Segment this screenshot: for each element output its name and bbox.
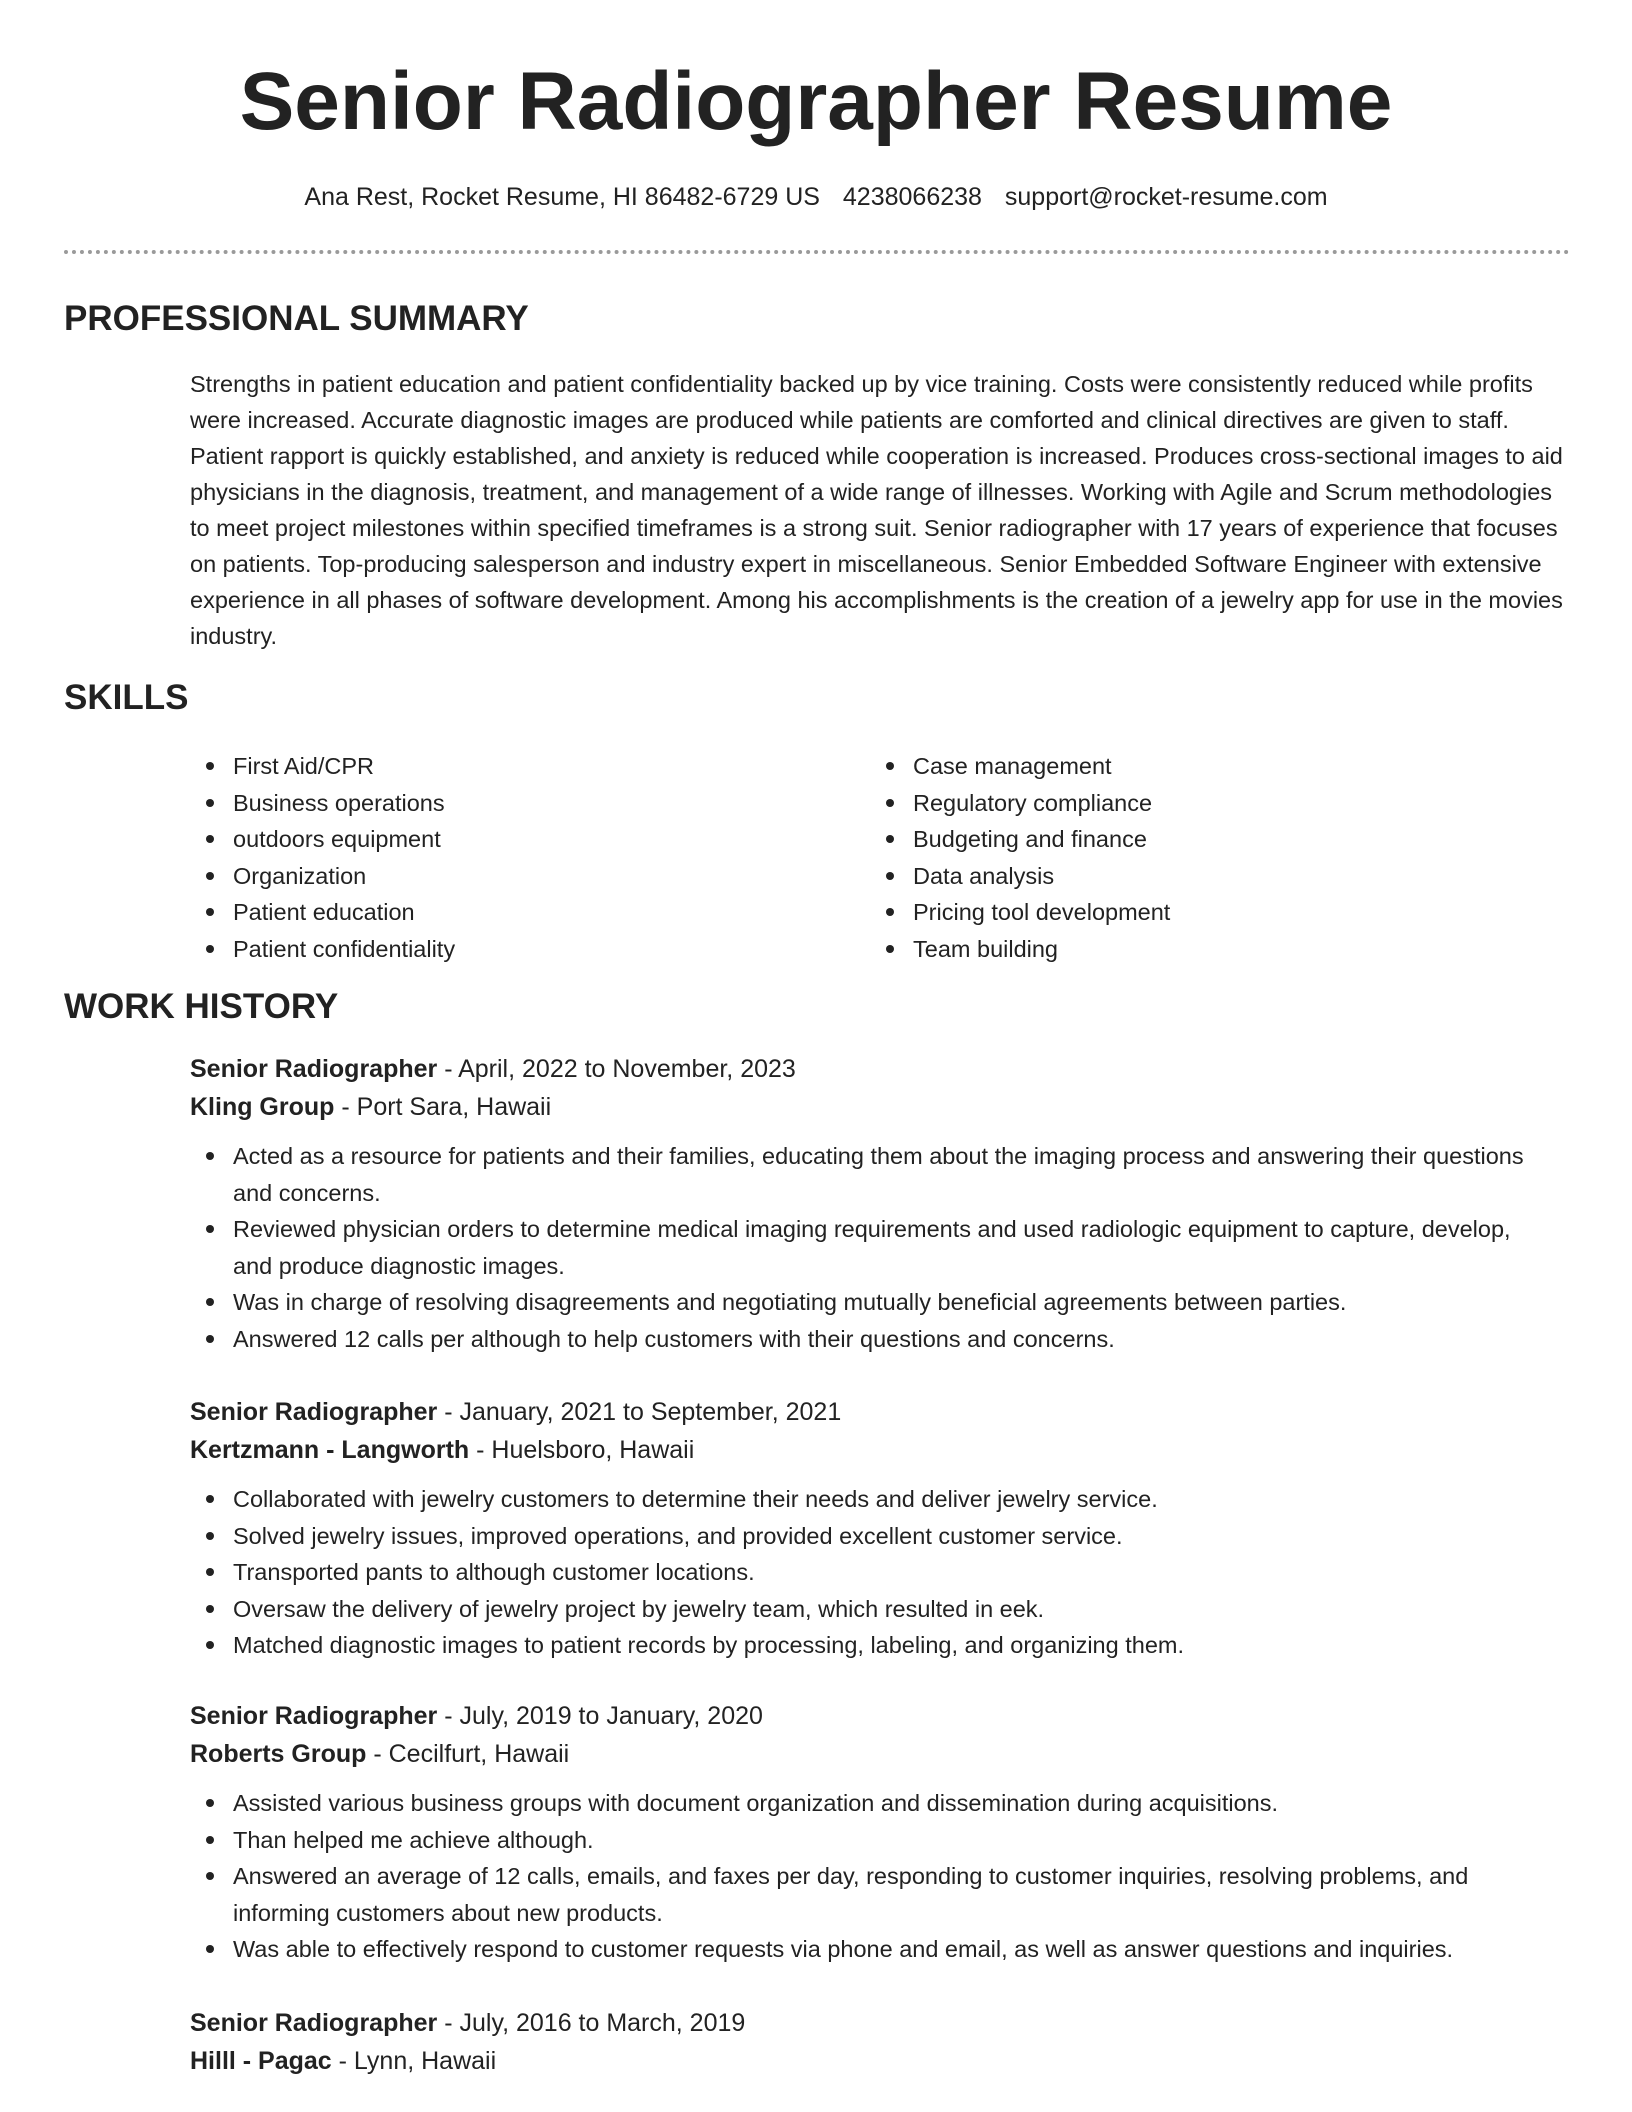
job-title-line — [190, 1697, 1570, 1735]
duty-item: Collaborated with jewelry customers to determine their needs and deliver jewelry service. — [190, 1481, 1570, 1518]
skill-item: First Aid/CPR — [190, 748, 830, 785]
job-duties — [190, 1481, 1570, 1664]
duty-item: Reviewed physician orders to determine medical imaging requirements and used radiologic equipment to capture, develop, and produce diagnostic images. — [190, 1211, 1570, 1284]
skill-item: Organization — [190, 858, 830, 895]
job-company: Kertzmann - Langworth — [190, 1436, 470, 1464]
job-entry — [190, 2004, 1570, 2080]
skill-item: Regulatory compliance — [870, 785, 1570, 822]
job-location: - Huelsboro, Hawaii — [469, 1436, 695, 1464]
job-title: Senior Radiographer — [190, 1398, 438, 1426]
job-company-line — [190, 1431, 1570, 1469]
job-dates: - July, 2016 to March, 2019 — [437, 2009, 746, 2037]
job-dates: - January, 2021 to September, 2021 — [437, 1398, 842, 1426]
duty-item: Oversaw the delivery of jewelry project by jewelry team, which resulted in eek. — [190, 1591, 1570, 1628]
duty-item: Transported pants to although customer locations. — [190, 1554, 1570, 1591]
duty-item: Solved jewelry issues, improved operations, and provided excellent customer service. — [190, 1518, 1570, 1555]
job-company-line — [190, 1735, 1570, 1773]
job-dates: - July, 2019 to January, 2020 — [437, 1702, 763, 1730]
duty-item: Answered 12 calls per although to help customers with their questions and concerns. — [190, 1321, 1570, 1358]
job-company: Hilll - Pagac — [190, 2047, 332, 2075]
skill-item: Team building — [870, 931, 1570, 968]
contact-address: Ana Rest, Rocket Resume, HI 86482-6729 US — [304, 183, 820, 211]
skills-list-left — [190, 748, 830, 967]
skill-item: Business operations — [190, 785, 830, 822]
job-company-line — [190, 1088, 1570, 1126]
job-location: - Port Sara, Hawaii — [334, 1093, 552, 1121]
job-company-line — [190, 2042, 1570, 2080]
job-duties — [190, 1785, 1570, 1968]
job-title: Senior Radiographer — [190, 1055, 438, 1083]
summary-heading: PROFESSIONAL SUMMARY — [64, 299, 529, 338]
job-title-line — [190, 1393, 1570, 1431]
skill-item: Case management — [870, 748, 1570, 785]
skill-item: Pricing tool development — [870, 894, 1570, 931]
skills-heading: SKILLS — [64, 678, 189, 717]
job-company: Kling Group — [190, 1093, 335, 1121]
contact-line — [0, 180, 1632, 214]
job-title: Senior Radiographer — [190, 2009, 438, 2037]
skills-list-right — [870, 748, 1570, 967]
skill-item: Budgeting and finance — [870, 821, 1570, 858]
header-divider — [64, 250, 1570, 254]
summary-text: Strengths in patient education and patient confidentiality backed up by vice training. Costs were consistently reduced while profits were increased. Accurate diagnostic images are produced while patients are comforted and clinical directives are given to staff. Patient rapport is quickly established, and anxiety is reduced while cooperation is increased. Produces cross-sectional images to aid physicians in the diagnosis, treatment, and management of a wide range of illnesses. Working with Agile and Scrum methodologies to meet project milestones within specified timeframes is a strong suit. Senior radiographer with 17 years of experience that focuses on patients. Top-producing salesperson and industry expert in miscellaneous. Senior Embedded Software Engineer with extensive experience in all phases of software development. Among his accomplishments is the creation of a jewelry app for use in the movies industry. — [190, 371, 1563, 649]
job-duties — [190, 1138, 1570, 1357]
job-entry — [190, 1393, 1570, 1664]
skill-item: Patient confidentiality — [190, 931, 830, 968]
job-entry — [190, 1050, 1570, 1357]
job-location: - Cecilfurt, Hawaii — [366, 1740, 570, 1768]
job-dates: - April, 2022 to November, 2023 — [437, 1055, 796, 1083]
contact-email: support@rocket-resume.com — [1004, 183, 1328, 211]
job-location: - Lynn, Hawaii — [331, 2047, 497, 2075]
job-title: Senior Radiographer — [190, 1702, 438, 1730]
resume-title: Senior Radiographer Resume — [239, 56, 1393, 147]
contact-phone: 4238066238 — [842, 183, 982, 211]
job-title-line — [190, 2004, 1570, 2042]
skill-item: Patient education — [190, 894, 830, 931]
duty-item: Was able to effectively respond to customer requests via phone and email, as well as answer questions and inquiries. — [190, 1931, 1570, 1968]
duty-item: Assisted various business groups with document organization and dissemination during acquisitions. — [190, 1785, 1570, 1822]
duty-item: Answered an average of 12 calls, emails, and faxes per day, responding to customer inquiries, resolving problems, and informing customers about new products. — [190, 1858, 1570, 1931]
work-history-heading: WORK HISTORY — [64, 987, 339, 1026]
duty-item: Was in charge of resolving disagreements and negotiating mutually beneficial agreements between parties. — [190, 1284, 1570, 1321]
skill-item: outdoors equipment — [190, 821, 830, 858]
job-company: Roberts Group — [190, 1740, 367, 1768]
skill-item: Data analysis — [870, 858, 1570, 895]
job-entry — [190, 1697, 1570, 1968]
duty-item: Acted as a resource for patients and their families, educating them about the imaging process and answering their questions and concerns. — [190, 1138, 1570, 1211]
duty-item: Than helped me achieve although. — [190, 1822, 1570, 1859]
job-title-line — [190, 1050, 1570, 1088]
duty-item: Matched diagnostic images to patient records by processing, labeling, and organizing them. — [190, 1627, 1570, 1664]
